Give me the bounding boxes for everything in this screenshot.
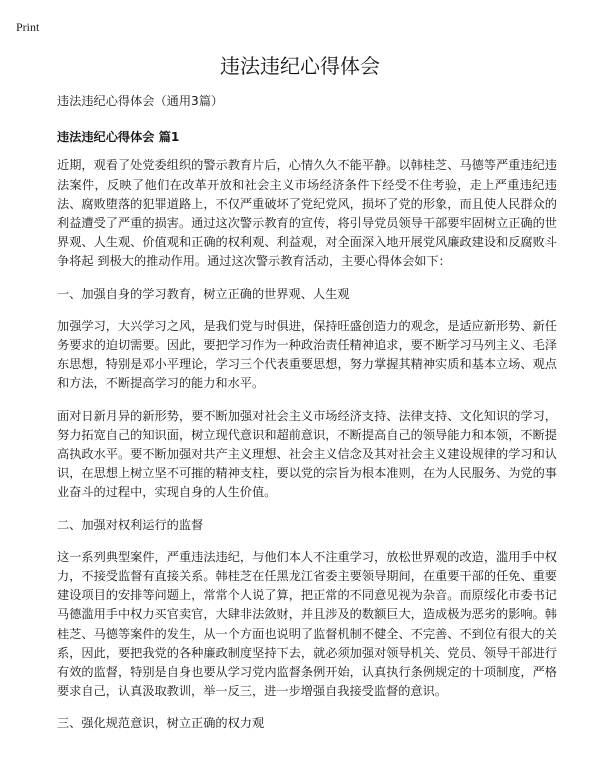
section-heading-3: 三、强化规范意识，树立正确的权力观: [57, 716, 265, 731]
print-link[interactable]: Print: [16, 20, 40, 34]
paragraph-intro: 近期，观看了处党委组织的警示教育片后，心情久久不能平静。以韩桂芝、马德等严重违纪违法案件，反映了他们在改革开放和社会主义市场经济条件下经受不住考验，走上严重违纪违法、腐败堕落的犯罪道路上，不仅严重破坏了党纪党风，损坏了党的形象，而且使人民群众的利益遭受了严重的损害。通过这次警示教育的宣传，将引导党员领导干部要牢固树立正确的世界观、人生观、价值观和正确的权利观、利益观，对全面深入地开展党风廉政建设和反腐败斗争将起 到极大的推动作用。通过这次警示教育活动，主要心得体会如下：: [57, 158, 557, 269]
document-body: [57, 92, 557, 747]
section-heading-2: 二、加强对权利运行的监督: [57, 517, 204, 532]
section-heading-1: 一、加强自身的学习教育，树立正确的世界观、人生观: [57, 286, 350, 301]
paragraph-study: 加强学习，大兴学习之风，是我们党与时俱进，保持旺盛创造力的观念，是适应新形势、新任务要求的迫切需要。因此，要把学习作为一种政治责任精神追求，要不断学习马列主义、毛泽东思想，特别是邓小平理论，学习三个代表重要思想，努力掌握其精神实质和基本立场、观点和方法，不断提高学习的能力和水平。: [57, 318, 557, 391]
paragraph-new-situation: 面对日新月异的新形势，要不断加强对社会主义市场经济支持、法律支持、文化知识的学习，努力拓宽自己的知识面，树立现代意识和超前意识，不断提高自己的领导能力和本领，不断提高执政水平。要不断加强对共产主义理想、社会主义信念及其对社会主义建设规律的学习和认识，在思想上树立坚不可摧的精神支柱，要以党的宗旨为根本准则，在为人民服务、为党的事业奋斗的过程中，实现自身的人生价值。: [57, 408, 557, 500]
page-title: 违法违纪心得体会: [220, 54, 380, 78]
article-heading: 违法违纪心得体会 篇1: [57, 130, 180, 145]
document-subtitle: 违法违纪心得体会（通用3篇）: [57, 94, 224, 108]
paragraph-supervision: 这一系列典型案件，严重违法违纪，与他们本人不注重学习，放松世界观的改造，滥用手中权力，不接受监督有直接关系。韩桂芝在任黑龙江省委主要领导期间，在重要干部的任免、重要建设项目的安排等问题上，常常个人说了算，把正常的不同意见视为杂音。而原绥化市委书记马德滥用手中权力买官卖官，大肆非法敛财，并且涉及的数额巨大，造成极为恶劣的影响。韩桂芝、马德等案件的发生，从一个方面也说明了监督机制不健全、不完善、不到位有很大的关系，因此，要把我党的各种廉政制度坚持下去，就必须加强对领导机关、党员、领导干部进行有效的监督，特别是自身也要从学习党内监督条例开始，认真执行条例规定的十项制度，严格要求自己，认真汲取教训，举一反三，进一步增强自我接受监督的意识。: [57, 549, 557, 699]
